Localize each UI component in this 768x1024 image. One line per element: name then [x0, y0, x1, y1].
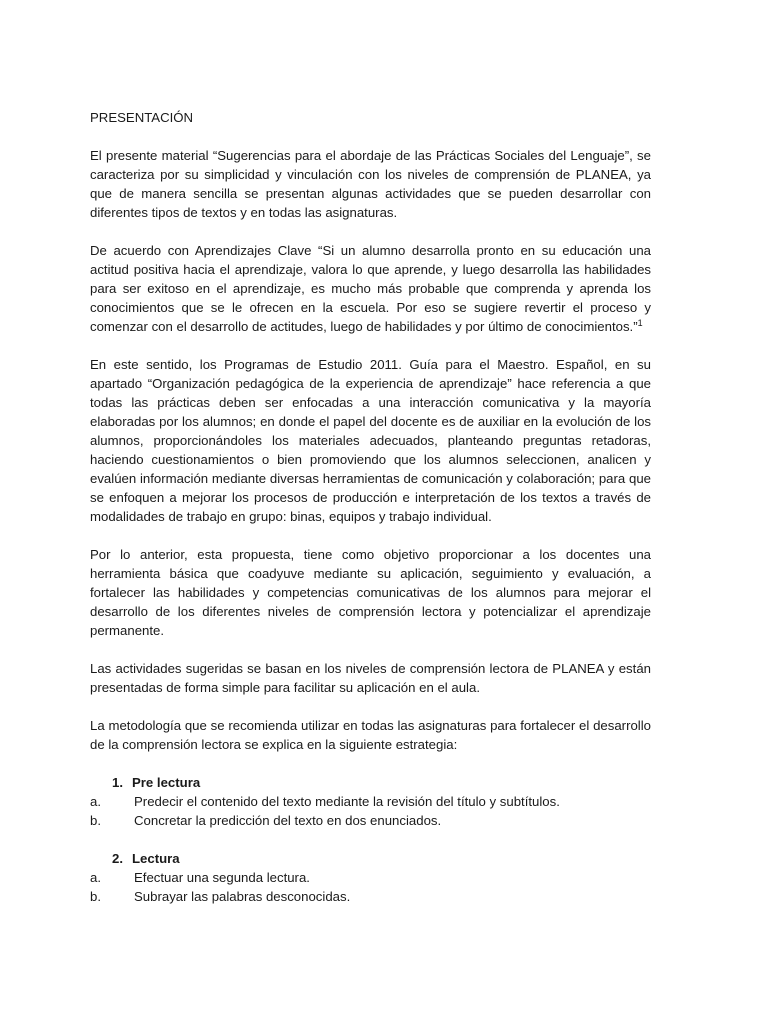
list-item-letter: a. — [90, 794, 101, 809]
step-heading — [90, 849, 651, 868]
step-title: Lectura — [132, 851, 180, 866]
step-pre-lectura — [90, 773, 651, 830]
strategy-steps — [90, 773, 651, 906]
list-item — [90, 887, 651, 906]
list-item-text: Subrayar las palabras desconocidas. — [134, 889, 351, 904]
document-page — [90, 108, 651, 925]
paragraph-aprendizajes-clave — [90, 241, 651, 336]
footnote-marker: 1 — [637, 318, 643, 328]
list-item — [90, 792, 651, 811]
paragraph-propuesta: Por lo anterior, esta propuesta, tiene como objetivo proporcionar a los docentes una herramienta básica que coadyuve mediante su aplicación, seguimiento y evaluación, a fortalecer las habilidades y competencias comunicativas de los alumnos para mejorar el desarrollo de los diferentes niveles de comprensión lectora y potencializar el aprendizaje permanente. — [90, 547, 651, 638]
list-item — [90, 868, 651, 887]
paragraph-actividades: Las actividades sugeridas se basan en los niveles de comprensión lectora de PLANEA y están presentadas de forma simple para facilitar su aplicación en el aula. — [90, 661, 651, 695]
paragraph-intro: El presente material “Sugerencias para el abordaje de las Prácticas Sociales del Lenguaje”, se caracteriza por su simplicidad y vinculación con los niveles de comprensión de PLANEA, ya que de manera sencilla se presentan algunas actividades que se pueden desarrollar con diferentes tipos de textos y en todas las asignaturas. — [90, 148, 651, 220]
step-number: 1. — [112, 775, 123, 790]
list-item-text: Predecir el contenido del texto mediante la revisión del título y subtítulos. — [134, 794, 560, 809]
paragraph-programas: En este sentido, los Programas de Estudio 2011. Guía para el Maestro. Español, en su apartado “Organización pedagógica de la experiencia de aprendizaje” hace referencia a que todas las prácticas deben ser enfocadas a una interacción comunicativa y la mayoría elaboradas por los alumnos; en donde el papel del docente es de auxiliar en la evolución de los alumnos, proporcionándoles los materiales adecuados, planteando preguntas retadoras, haciendo cuestionamientos o bien promoviendo que los alumnos seleccionen, analicen y evalúen información mediante diversas herramientas de comunicación y colaboración; para que se enfoquen a mejorar los procesos de producción e interpretación de los textos a través de modalidades de trabajo en grupo: binas, equipos y trabajo individual. — [90, 357, 651, 524]
list-item-letter: b. — [90, 889, 101, 904]
list-item-letter: b. — [90, 813, 101, 828]
step-title: Pre lectura — [132, 775, 201, 790]
paragraph-aprendizajes-clave-text: De acuerdo con Aprendizajes Clave “Si un alumno desarrolla pronto en su educación una actitud positiva hacia el aprendizaje, valora lo que aprende, y luego desarrolla las habilidades para ser exitoso en el aprendizaje, es mucho más probable que comprenda y aprenda los conocimientos que se le ofrecen en la escuela. Por eso se sugiere revertir el proceso y comenzar con el desarrollo de actitudes, luego de habilidades y por último de conocimientos.” — [90, 243, 651, 334]
step-number: 2. — [112, 851, 123, 866]
document-title: PRESENTACIÓN — [90, 110, 194, 125]
list-item-text: Efectuar una segunda lectura. — [134, 870, 310, 885]
step-lectura — [90, 849, 651, 906]
paragraph-metodologia: La metodología que se recomienda utilizar en todas las asignaturas para fortalecer el desarrollo de la comprensión lectora se explica en la siguiente estrategia: — [90, 718, 651, 752]
step-heading — [90, 773, 651, 792]
list-item-text: Concretar la predicción del texto en dos enunciados. — [134, 813, 442, 828]
list-item — [90, 811, 651, 830]
list-item-letter: a. — [90, 870, 101, 885]
